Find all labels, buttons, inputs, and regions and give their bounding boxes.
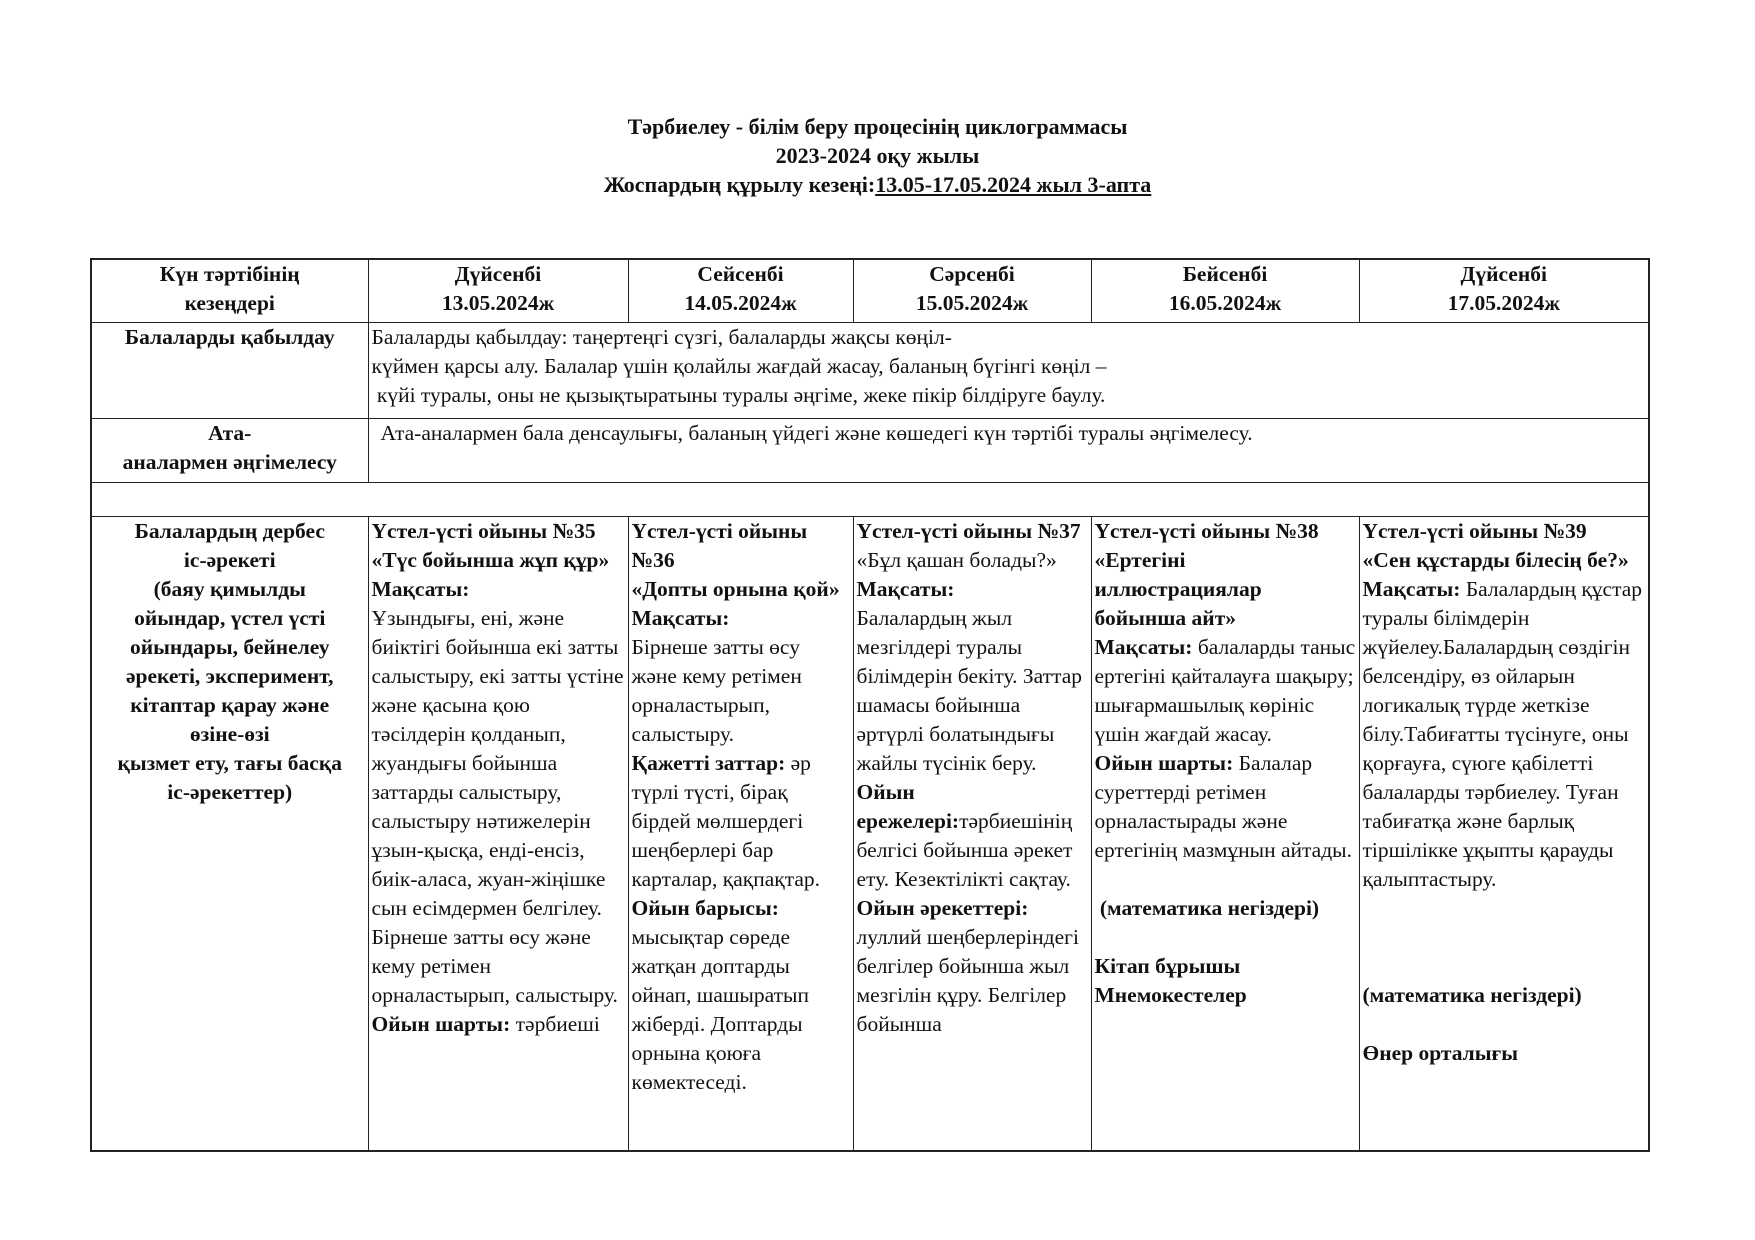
table-header-row [91, 259, 1649, 323]
plan-period [0, 170, 1755, 199]
table-row-activity [91, 517, 1649, 1151]
activity-monday: Үстел-үсті ойыны №35 «Түс бойынша жұп құр» Мақсаты: Ұзындығы, ені, және биіктігі бойынша екі затты салыстыру, екі затты үстіне және қасына қою тәсілдерін қолданып, жуандығы бойынша заттарды салыстыру, салыстыру нәтижелерін ұзын-қысқа, енді-енсіз, биік-аласа, жуан-жіңішке сын есімдермен белгілеу. Бірнеше затты өсу және кему ретімен орналастырып, салыстыру. Ойын шарты: тәрбиеші [368, 517, 628, 1151]
column-header-schedule: Күн тәртібінің кезеңдері [91, 259, 368, 323]
table-row-reception [91, 323, 1649, 419]
activity-wednesday: Үстел-үсті ойыны №37 «Бұл қашан болады?» Мақсаты: Балалардың жыл мезгілдері туралы білімдерін бекіту. Заттар шамасы бойынша әртүрлі болатындығы жайлы түсінік беру. Ойын ережелері:тәрбиешінің белгісі бойынша әрекет ету. Кезектілікті сақтау. Ойын әрекеттері: луллий шеңберлеріндегі белгілер бойынша жыл мезгілін құру. Белгілер бойынша [853, 517, 1091, 1151]
activity-tuesday: Үстел-үсті ойыны №36 «Допты орнына қой» Мақсаты: Бірнеше затты өсу және кему ретімен орналастырып, салыстыру. Қажетті заттар: әр түрлі түсті, бірақ бірдей мөлшердегі шеңберлері бар карталар, қақпақтар. Ойын барысы: мысықтар сөреде жатқан доптарды ойнап, шашыратып жіберді. Доптарды орнына қоюға көмектеседі. [628, 517, 853, 1151]
reception-text: Балаларды қабылдау: таңертеңгі сүзгі, балаларды жақсы көңіл- күймен қарсы алу. Балалар үшін қолайлы жағдай жасау, баланың бүгінгі көңіл – күйі туралы, оны не қызықтыратыны туралы әңгіме, жеке пікір білдіруге баулу. [368, 323, 1649, 419]
column-header-tuesday: Сейсенбі 14.05.2024ж [628, 259, 853, 323]
activity-friday: Үстел-үсті ойыны №39 «Сен құстарды білесің бе?» Мақсаты: Балалардың құстар туралы білімдерін жүйелеу.Балалардың сөздігін белсендіру, өз ойларын логикалық түрде жеткізе білу.Табиғатты түсінуге, оны қорғауға, сүюге қабілетті балаларды тәрбиелеу. Туған табиғатқа және барлық тіршілікке ұқыпты қарауды қалыптастыру. (математика негіздері) Өнер орталығы [1359, 517, 1649, 1151]
document-header [0, 112, 1755, 199]
plan-period-label: Жоспардың құрылу кезеңі: [603, 172, 876, 197]
row-label-reception: Балаларды қабылдау [91, 323, 368, 419]
spacer-cell [91, 483, 1649, 517]
column-header-thursday: Бейсенбі 16.05.2024ж [1091, 259, 1359, 323]
column-header-friday: Дүйсенбі 17.05.2024ж [1359, 259, 1649, 323]
column-header-monday: Дүйсенбі 13.05.2024ж [368, 259, 628, 323]
activity-thursday: Үстел-үсті ойыны №38 «Ертегіні иллюстрациялар бойынша айт» Мақсаты: балаларды таныс ертегіні қайталауға шақыру; шығармашылық көрініс үшін жағдай жасау. Ойын шарты: Балалар суреттерді ретімен орналастырады және ертегінің мазмұнын айтады. (математика негіздері) Кітап бұрышы Мнемокестелер [1091, 517, 1359, 1151]
cyclogram-table [90, 258, 1650, 1152]
table-row-spacer [91, 483, 1649, 517]
plan-period-value: 13.05-17.05.2024 жыл 3-апта [875, 172, 1152, 197]
table-row-parents [91, 419, 1649, 483]
document-title: Тәрбиелеу - білім беру процесінің циклограммасы [627, 114, 1128, 139]
academic-year: 2023-2024 оқу жылы [775, 143, 980, 168]
parents-text: Ата-аналармен бала денсаулығы, баланың үйдегі және көшедегі күн тәртібі туралы әңгімелесу. [368, 419, 1649, 483]
column-header-wednesday: Сәрсенбі 15.05.2024ж [853, 259, 1091, 323]
row-label-parents: Ата- аналармен әңгімелесу [91, 419, 368, 483]
row-label-activity: Балалардың дербес іс-әрекеті (баяу қимылды ойындар, үстел үсті ойындары, бейнелеу әрекеті, эксперимент, кітаптар қарау және өзіне-өзі қызмет ету, тағы басқа іс-әрекеттер) [91, 517, 368, 1151]
